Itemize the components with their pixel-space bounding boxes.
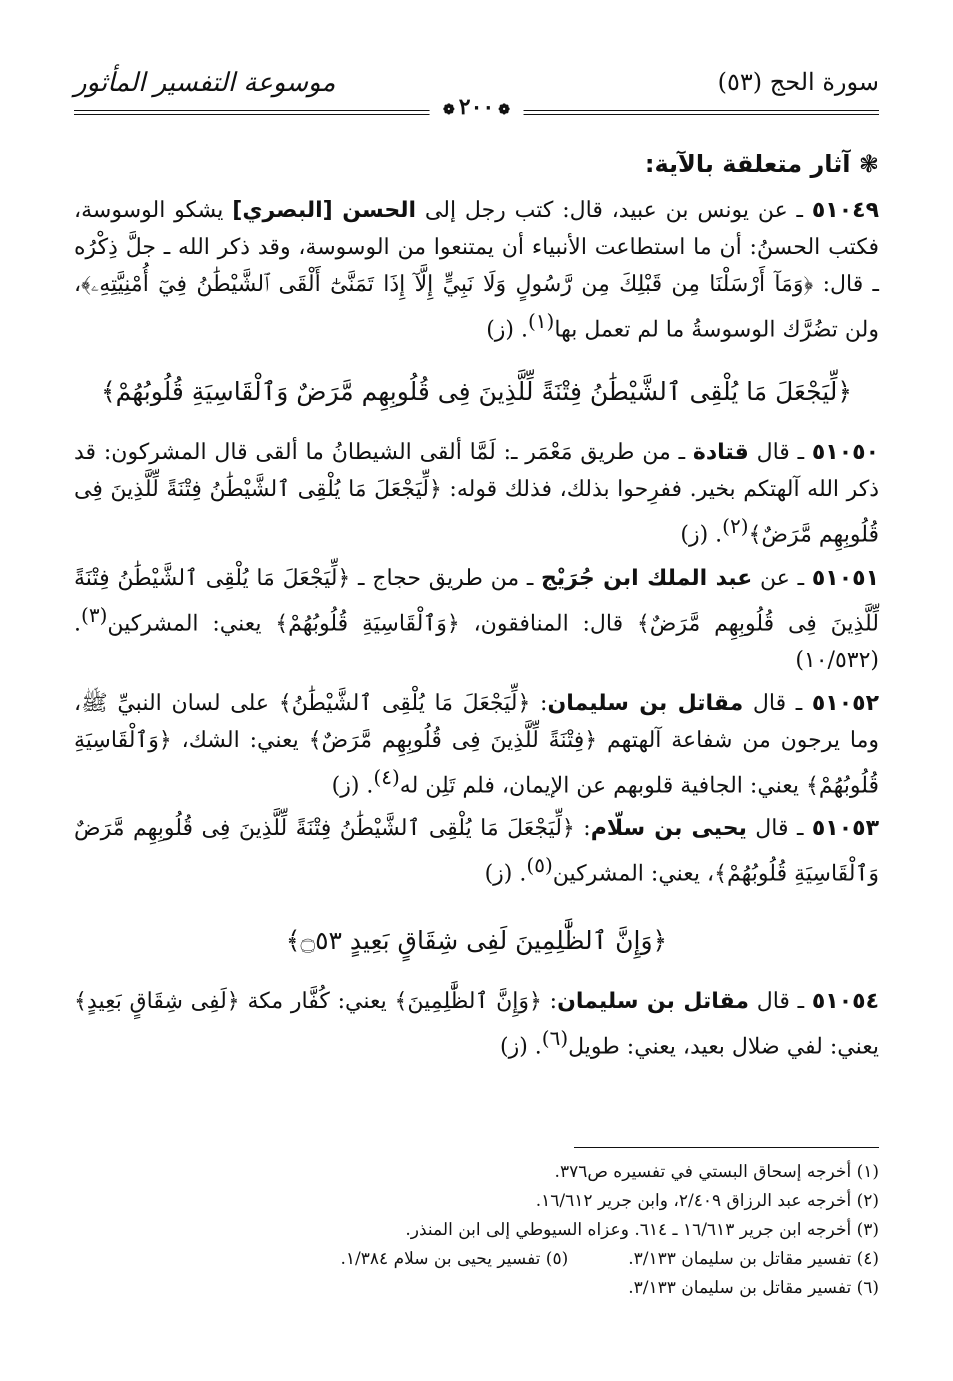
quran-quote: ﴿لِّيَجْعَلَ مَا يُلْقِى ٱلشَّيْطَٰنُ﴾	[278, 690, 531, 716]
section-heading: ❃ آثار متعلقة بالآية:	[644, 150, 879, 178]
footnote: (٢) أخرجه عبد الرزاق ٢/٤٠٩، وابن جرير ١٦/٦١٢.	[535, 1191, 879, 1211]
athar-51049: ٥١٠٤٩ ـ عن يونس بن عبيد، قال: كتب رجل إلى الحسن [البصري] يشكو الوسوسة، فكتب الحسنُ: أن ما استطاعت الأنبياء أن يمتنعوا من الوسوسة، وقد ذكر الله ـ جلَّ ذِكْرُه ـ قال: ﴿وَمَآ أَرْسَلْنَا مِن قَبْلِكَ مِن رَّسُولٍ وَلَا نَبِيٍّ إِلَّآ إِذَا تَمَنَّىٰٓ أَلْقَى ٱلشَّيْطَٰنُ فِيٓ أُمْنِيَّتِهِۦ﴾، ولن تضُرَّك الوسوسةُ ما لم تعمل بها$^{(١)}$. (ز)	[74, 198, 879, 343]
athar-51051: ٥١٠٥١ ـ عن عبد الملك ابن جُرَيْج ـ من طريق حجاج ـ ﴿لِّيَجْعَلَ مَا يُلْقِى ٱلشَّيْطَٰنُ فِتْنَةً لِّلَّذِينَ فِى قُلُوبِهِم مَّرَضٌ﴾ قال: المنافقون، ﴿وَٱلْقَاسِيَةِ قُلُوبُهُمْ﴾ يعني: المشركين$^{(٣)}$. (١٠/٥٣٢)	[74, 565, 879, 673]
quran-quote: ﴿وَٱلْقَاسِيَةِ قُلُوبُهُمْ﴾	[74, 727, 879, 799]
quran-quote: ﴿لِّيَجْعَلَ مَا يُلْقِى ٱلشَّيْطَٰنُ فِتْنَةً لِّلَّذِينَ فِى قُلُوبِهِم مَّرَضٌ﴾	[74, 477, 879, 548]
athar-51053: ٥١٠٥٣ ـ قال يحيى بن سلّام: ﴿لِّيَجْعَلَ مَا يُلْقِى ٱلشَّيْطَٰنُ فِتْنَةً لِّلَّذِينَ فِى قُلُوبِهِم مَّرَضٌ وَٱلْقَاسِيَةِ قُلُوبُهُمْ﴾، يعني: المشركين$^{(٥)}$. (ز)	[74, 816, 879, 887]
book-title: موسوعة التفسير المأثور	[74, 68, 336, 98]
footnote-ref[interactable]: (٤)	[373, 764, 400, 789]
athar-51052: ٥١٠٥٢ ـ قال مقاتل بن سليمان: ﴿لِّيَجْعَلَ مَا يُلْقِى ٱلشَّيْطَٰنُ﴾ على لسان النبيِّ ﷺ، وما يرجون من شفاعة آلهتهم ﴿فِتْنَةً لِّلَّذِينَ فِى قُلُوبِهِم مَّرَضٌ﴾ يعني: الشك، ﴿وَٱلْقَاسِيَةِ قُلُوبُهُمْ﴾ يعني: الجافية قلوبهم عن الإيمان، فلم تَلِن له$^{(٤)}$. (ز)	[74, 690, 880, 799]
page-number: ❁ ٢٠٠ ❁	[429, 94, 524, 120]
ornament-icon: ❁	[498, 102, 510, 118]
quran-quote: ﴿فِتْنَةً لِّلَّذِينَ فِى قُلُوبِهِم مَّرَضٌ﴾	[308, 727, 598, 753]
page-header	[74, 58, 879, 130]
footnote-row	[74, 1245, 879, 1274]
quran-quote: ﴿وَإِنَّ ٱلظَّٰلِمِينَ﴾	[394, 988, 542, 1014]
footnote-ref[interactable]: (٦)	[541, 1025, 569, 1050]
footnote: (٥) تفسير يحيى بن سلام ١/٣٨٤.	[340, 1249, 569, 1269]
verse-heading: ﴿وَإِنَّ ٱلظَّٰلِمِينَ لَفِى شِقَاقٍ بَعِيدٍ ۝٥٣﴾	[285, 925, 668, 955]
footnote: (٦) تفسير مقاتل بن سليمان ٣/١٣٣.	[628, 1278, 879, 1298]
quran-quote: ﴿لِّيَجْعَلَ مَا يُلْقِى ٱلشَّيْطَٰنُ فِتْنَةً لِّلَّذِينَ فِى قُلُوبِهِم مَّرَضٌ﴾	[74, 565, 879, 636]
ornament-icon: ❁	[443, 102, 455, 118]
footnote-ref[interactable]: (١)	[527, 309, 555, 333]
footnote-ref[interactable]: (٢)	[722, 514, 749, 539]
quran-quote: ﴿وَمَآ أَرْسَلْنَا مِن قَبْلِكَ مِن رَّسُولٍ وَلَا نَبِيٍّ إِلَّآ إِذَا تَمَنَّىٰٓ أَلْقَى ٱلشَّيْطَٰنُ فِيٓ أُمْنِيَّتِهِۦ﴾	[81, 272, 814, 297]
main-content	[74, 150, 879, 1071]
footnote: (١) أخرجه إسحاق البستي في تفسيره ص٣٧٦.	[554, 1162, 879, 1182]
footnote: (٤) تفسير مقاتل بن سليمان ٣/١٣٣.	[628, 1249, 879, 1269]
footnote-ref[interactable]: (٥)	[526, 853, 553, 878]
flower-icon: ❃	[850, 150, 879, 178]
verse-heading: ﴿لِّيَجْعَلَ مَا يُلْقِى ٱلشَّيْطَٰنُ فِتْنَةً لِّلَّذِينَ فِى قُلُوبِهِم مَّرَضٌ وَٱلْقَاسِيَةِ قُلُوبُهُمْ﴾	[100, 377, 853, 407]
quran-quote: ﴿وَٱلْقَاسِيَةِ قُلُوبُهُمْ﴾	[275, 610, 460, 636]
quran-quote: ﴿لَفِى شِقَاقٍ بَعِيدٍ﴾	[74, 988, 240, 1014]
athar-51054: ٥١٠٥٤ ـ قال مقاتل بن سليمان: ﴿وَإِنَّ ٱلظَّٰلِمِينَ﴾ يعني: كُفَّار مكة ﴿لَفِى شِقَاقٍ بَعِيدٍ﴾ يعني: لفي ضلال بعيد، يعني: طويل$^{(٦)}$. (ز)	[74, 988, 880, 1059]
footnotes	[74, 1158, 879, 1303]
quran-quote: ﴿لِّيَجْعَلَ مَا يُلْقِى ٱلشَّيْطَٰنُ فِتْنَةً لِّلَّذِينَ فِى قُلُوبِهِم مَّرَضٌ وَٱلْقَاسِيَةِ قُلُوبُهُمْ﴾	[74, 816, 879, 887]
footnote-rule	[574, 1147, 879, 1148]
footnote: (٣) أخرجه ابن جرير ١٦/٦١٣ ـ ٦١٤. وعزاه السيوطي إلى ابن المنذر.	[405, 1220, 879, 1240]
footnote-ref[interactable]: (٣)	[81, 602, 108, 627]
athar-51050: ٥١٠٥٠ ـ قال قتادة ـ من طريق مَعْمَر ـ: لَمَّا ألقى الشيطانُ ما ألقى قال المشركون: قد ذكر الله آلهتكم بخير. ففرِحوا بذلك، فذلك قوله: ﴿لِّيَجْعَلَ مَا يُلْقِى ٱلشَّيْطَٰنُ فِتْنَةً لِّلَّذِينَ فِى قُلُوبِهِم مَّرَضٌ﴾$^{(٢)}$. (ز)	[74, 440, 879, 548]
surah-title: سورة الحج (٥٣)	[717, 68, 879, 96]
